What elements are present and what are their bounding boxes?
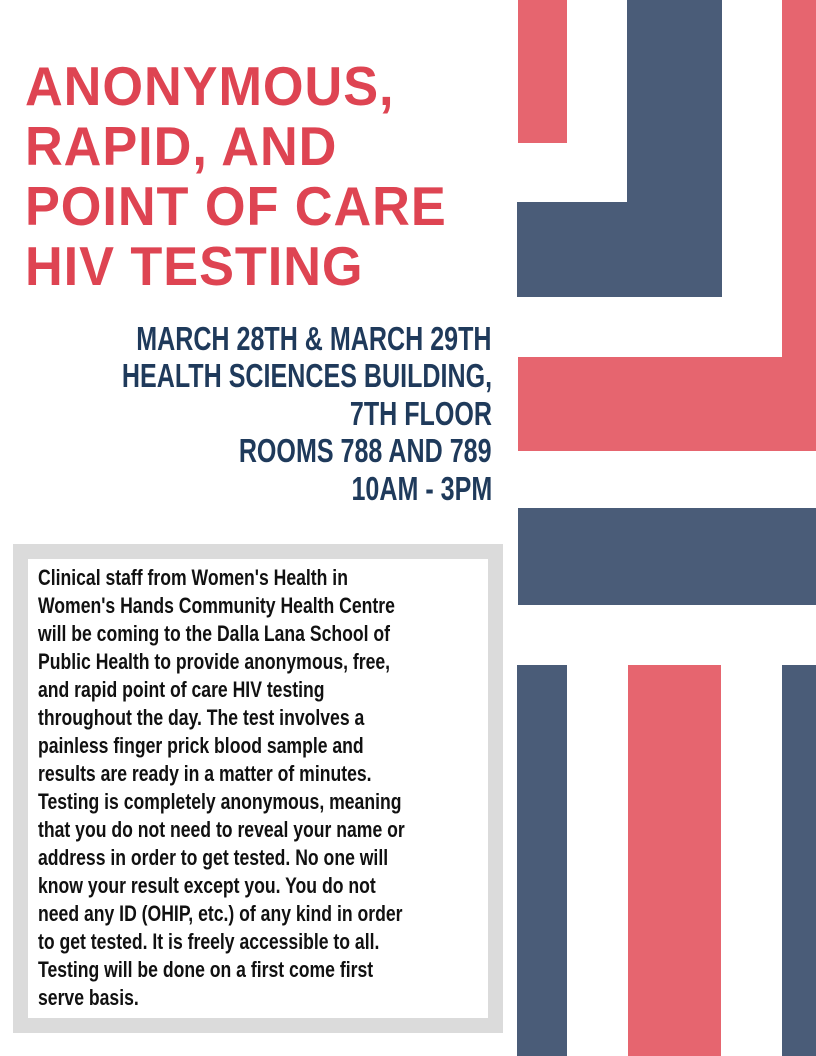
description-line: Women's Hands Community Health Centre xyxy=(38,593,395,618)
description-line: will be coming to the Dalla Lana School of xyxy=(38,621,391,646)
description-line: Public Health to provide anonymous, free, xyxy=(38,649,391,674)
decor-slate-l-shape-arm xyxy=(517,202,722,297)
description-line: Testing is completely anonymous, meaning xyxy=(38,789,402,814)
decor-slate-rect-middle xyxy=(518,508,816,605)
event-details xyxy=(40,320,492,507)
decor-slate-bar-bottom-left xyxy=(517,665,567,1056)
title-line: RAPID, AND xyxy=(25,115,338,177)
event-details-line: ROOMS 788 AND 789 xyxy=(239,432,492,470)
description-line: know your result except you. You do not xyxy=(38,873,376,898)
description-line: Clinical staff from Women's Health in xyxy=(38,565,348,590)
description-line: address in order to get tested. No one will xyxy=(38,845,389,870)
event-details-line: 7TH FLOOR xyxy=(349,394,492,432)
decor-coral-bar-bottom xyxy=(628,665,721,1056)
decor-coral-bar-top xyxy=(518,0,567,143)
description-line: to get tested. It is freely accessible to all. xyxy=(38,929,380,954)
description-line: serve basis. xyxy=(38,985,139,1010)
description-line: Testing will be done on a first come first xyxy=(38,957,374,982)
title-line: ANONYMOUS, xyxy=(25,55,395,117)
description-line: painless finger prick blood sample and xyxy=(38,733,364,758)
description-line: and rapid point of care HIV testing xyxy=(38,677,325,702)
event-details-line: MARCH 28TH & MARCH 29TH xyxy=(136,320,492,357)
decor-coral-rect-middle xyxy=(518,357,816,451)
description-text xyxy=(28,559,488,1012)
decor-coral-bar-right-edge xyxy=(782,0,816,358)
title-line: POINT OF CARE xyxy=(25,175,447,237)
title-line: HIV TESTING xyxy=(25,235,364,297)
event-details-line: 10AM - 3PM xyxy=(351,469,492,507)
description-box xyxy=(13,544,503,1033)
description-line: results are ready in a matter of minutes. xyxy=(38,761,372,786)
decor-slate-bar-bottom-right xyxy=(782,665,816,1056)
description-line: need any ID (OHIP, etc.) of any kind in order xyxy=(38,901,403,926)
description-line: that you do not need to reveal your name or xyxy=(38,817,405,842)
event-details-line: HEALTH SCIENCES BUILDING, xyxy=(121,357,492,395)
description-line: throughout the day. The test involves a xyxy=(38,705,365,730)
poster-title xyxy=(25,56,525,296)
